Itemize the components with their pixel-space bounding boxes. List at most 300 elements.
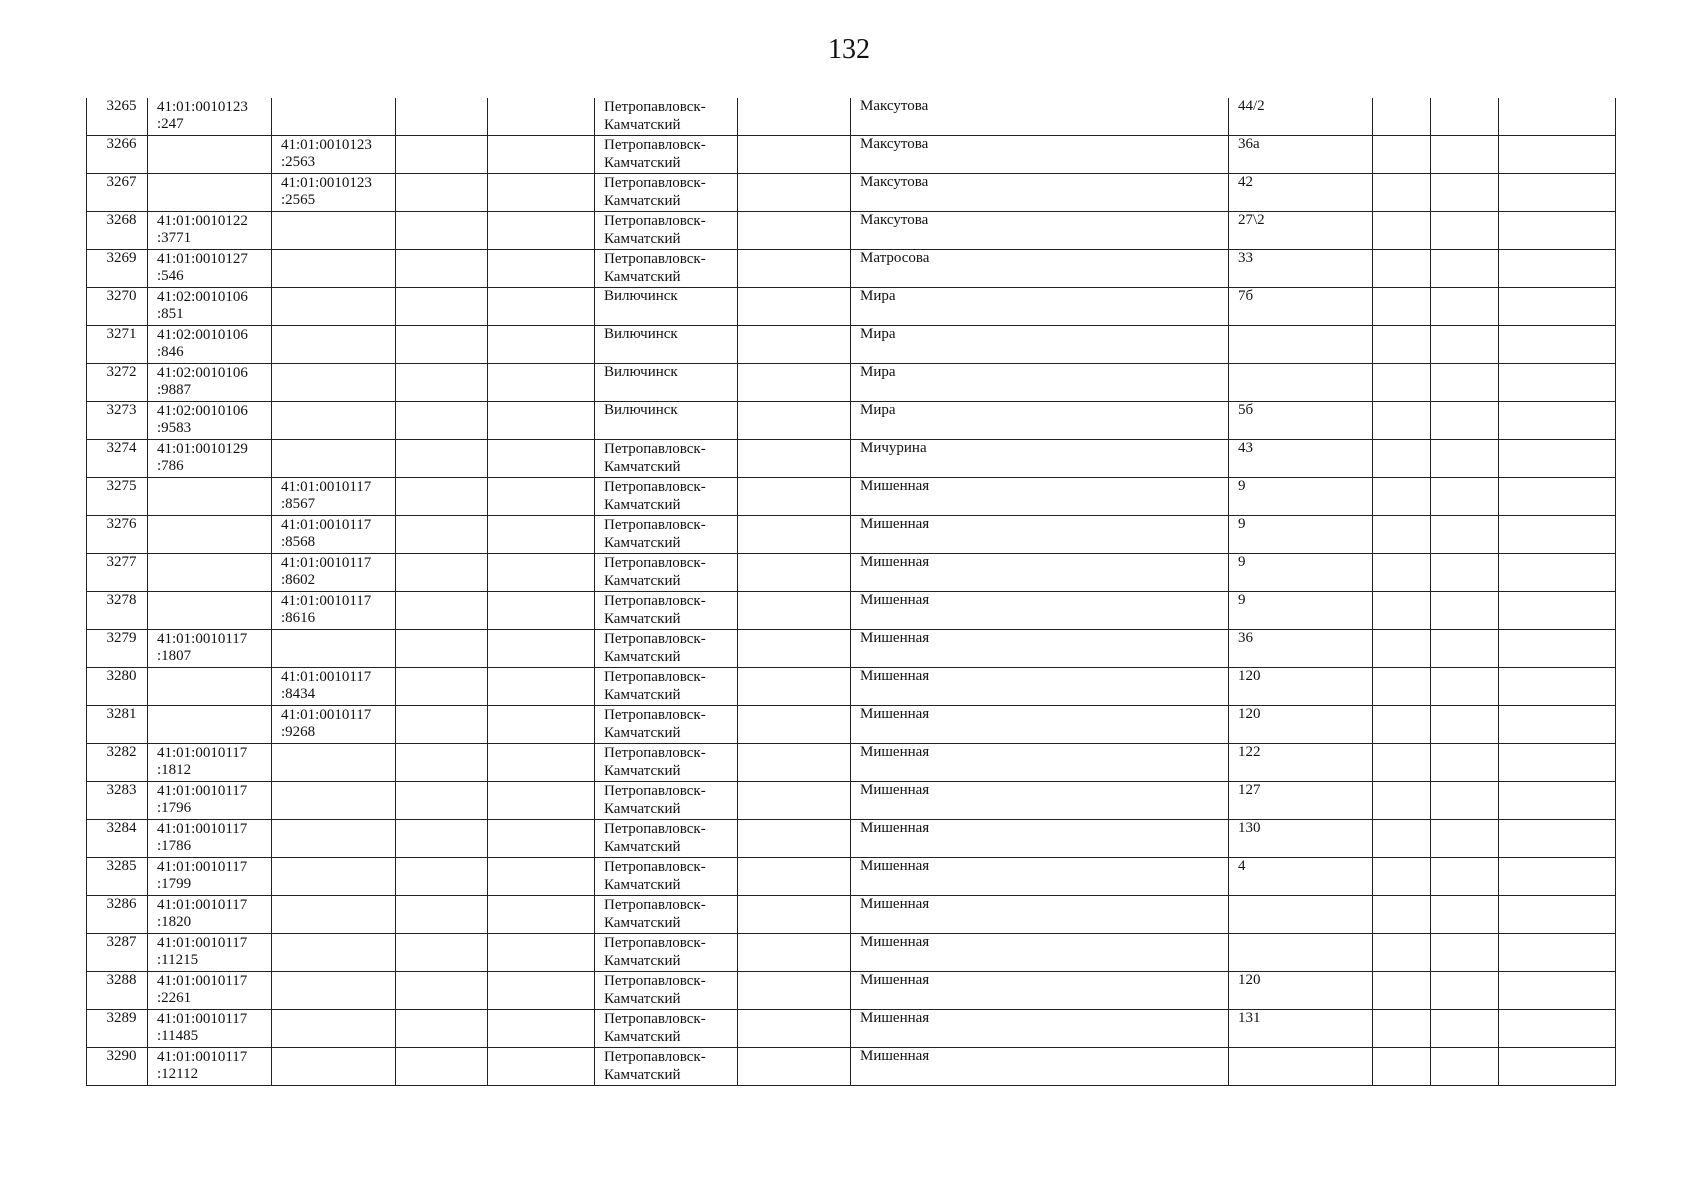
locality-cell xyxy=(595,326,738,364)
locality-cell xyxy=(595,896,738,934)
locality-cell xyxy=(595,288,738,326)
locality-cell xyxy=(595,744,738,782)
cadastral-part: :9268 xyxy=(281,724,316,740)
empty-cell-col7 xyxy=(738,668,851,706)
house-cell xyxy=(1229,478,1373,516)
house-number: 42 xyxy=(1238,174,1253,190)
empty-cell-col4 xyxy=(396,212,488,250)
empty-cell-col7 xyxy=(738,364,851,402)
cadastral-part: :851 xyxy=(157,306,184,322)
empty-cell-col11 xyxy=(1431,1048,1499,1086)
empty-cell-col7 xyxy=(738,820,851,858)
cadastral-number-cell xyxy=(148,782,272,820)
row-number-cell xyxy=(87,478,148,516)
cadastral-number-cell xyxy=(148,668,272,706)
row-number: 3275 xyxy=(106,478,137,494)
empty-cell-col5 xyxy=(488,1010,595,1048)
empty-cell-col5 xyxy=(488,858,595,896)
empty-cell-col12 xyxy=(1499,820,1616,858)
cadastral-part: :9583 xyxy=(157,420,192,436)
cadastral-number-cell xyxy=(148,136,272,174)
empty-cell-col12 xyxy=(1499,212,1616,250)
locality-part: Петропавловск- xyxy=(604,631,706,647)
empty-cell-col4 xyxy=(396,934,488,972)
table-row xyxy=(87,820,1616,858)
cadastral-part: :846 xyxy=(157,344,184,360)
street-cell xyxy=(851,516,1229,554)
table-row xyxy=(87,326,1616,364)
locality-cell xyxy=(595,1010,738,1048)
empty-cell-col4 xyxy=(396,668,488,706)
empty-cell-col11 xyxy=(1431,782,1499,820)
cadastral-number-alt-cell xyxy=(272,744,396,782)
empty-cell-col5 xyxy=(488,212,595,250)
house-number: 9 xyxy=(1238,478,1246,494)
empty-cell-col12 xyxy=(1499,136,1616,174)
empty-cell-col10 xyxy=(1373,174,1431,212)
locality-cell xyxy=(595,402,738,440)
cadastral-part: :786 xyxy=(157,458,184,474)
empty-cell-col10 xyxy=(1373,668,1431,706)
cadastral-part: :546 xyxy=(157,268,184,284)
street: Мишенная xyxy=(860,1048,930,1064)
cadastral-part: :11215 xyxy=(157,952,199,968)
empty-cell-col5 xyxy=(488,174,595,212)
row-number-cell xyxy=(87,896,148,934)
locality: Вилючинск xyxy=(604,402,678,418)
cadastral-part: :8567 xyxy=(281,496,316,512)
locality-cell xyxy=(595,250,738,288)
cadastral-number-cell xyxy=(148,98,272,136)
row-number: 3271 xyxy=(106,326,137,342)
locality-part: Камчатский xyxy=(604,991,681,1007)
street: Максутова xyxy=(860,212,929,228)
locality-part: Камчатский xyxy=(604,915,681,931)
cadastral-number-cell xyxy=(148,934,272,972)
empty-cell-col10 xyxy=(1373,326,1431,364)
row-number-cell xyxy=(87,288,148,326)
cadastral-part: 41:01:0010123 xyxy=(281,137,372,153)
empty-cell-col7 xyxy=(738,1010,851,1048)
street-cell xyxy=(851,1010,1229,1048)
cadastral-part: :1799 xyxy=(157,876,192,892)
cadastral-number-alt-cell xyxy=(272,820,396,858)
cadastral-number-alt-cell xyxy=(272,592,396,630)
empty-cell-col11 xyxy=(1431,516,1499,554)
cadastral-number-cell xyxy=(148,896,272,934)
empty-cell-col12 xyxy=(1499,934,1616,972)
empty-cell-col5 xyxy=(488,98,595,136)
house-number: 131 xyxy=(1238,1010,1261,1026)
empty-cell-col11 xyxy=(1431,592,1499,630)
cadastral-number-alt-cell xyxy=(272,896,396,934)
cadastral-number-cell xyxy=(148,326,272,364)
cadastral-number-alt-cell xyxy=(272,288,396,326)
locality-cell xyxy=(595,364,738,402)
row-number: 3282 xyxy=(106,744,137,760)
cadastral-number-alt-cell xyxy=(272,782,396,820)
empty-cell-col5 xyxy=(488,896,595,934)
cadastral-number-alt-cell xyxy=(272,1010,396,1048)
empty-cell-col4 xyxy=(396,896,488,934)
row-number-cell xyxy=(87,250,148,288)
table-row xyxy=(87,782,1616,820)
locality-part: Камчатский xyxy=(604,1067,681,1083)
empty-cell-col5 xyxy=(488,364,595,402)
house-cell xyxy=(1229,402,1373,440)
street: Максутова xyxy=(860,174,929,190)
row-number: 3267 xyxy=(106,174,137,190)
registry-table xyxy=(86,98,1616,1086)
row-number-cell xyxy=(87,516,148,554)
row-number-cell xyxy=(87,1010,148,1048)
empty-cell-col12 xyxy=(1499,706,1616,744)
empty-cell-col12 xyxy=(1499,364,1616,402)
locality-cell xyxy=(595,630,738,668)
street-cell xyxy=(851,174,1229,212)
empty-cell-col5 xyxy=(488,326,595,364)
locality-part: Петропавловск- xyxy=(604,669,706,685)
cadastral-part: :1796 xyxy=(157,800,192,816)
cadastral-number-alt-cell xyxy=(272,136,396,174)
registry-body xyxy=(87,98,1616,1086)
empty-cell-col5 xyxy=(488,782,595,820)
locality-part: Камчатский xyxy=(604,725,681,741)
cadastral-part: :247 xyxy=(157,116,184,132)
empty-cell-col10 xyxy=(1373,288,1431,326)
street: Мира xyxy=(860,364,896,380)
house-number: 127 xyxy=(1238,782,1261,798)
table-row xyxy=(87,174,1616,212)
street-cell xyxy=(851,668,1229,706)
row-number: 3278 xyxy=(106,592,137,608)
locality-part: Камчатский xyxy=(604,649,681,665)
cadastral-part: 41:01:0010117 xyxy=(281,707,372,723)
empty-cell-col5 xyxy=(488,934,595,972)
locality-part: Петропавловск- xyxy=(604,213,706,229)
cadastral-number-cell xyxy=(148,250,272,288)
street: Мишенная xyxy=(860,668,930,684)
empty-cell-col4 xyxy=(396,440,488,478)
empty-cell-col7 xyxy=(738,402,851,440)
cadastral-part: :8602 xyxy=(281,572,316,588)
cadastral-part: :12112 xyxy=(157,1066,199,1082)
cadastral-number-alt-cell xyxy=(272,934,396,972)
table-row xyxy=(87,1010,1616,1048)
house-cell xyxy=(1229,554,1373,592)
empty-cell-col10 xyxy=(1373,98,1431,136)
empty-cell-col12 xyxy=(1499,744,1616,782)
table-row xyxy=(87,554,1616,592)
house-cell xyxy=(1229,212,1373,250)
table-row xyxy=(87,630,1616,668)
street: Мишенная xyxy=(860,554,930,570)
street-cell xyxy=(851,820,1229,858)
cadastral-number-cell xyxy=(148,364,272,402)
cadastral-part: 41:01:0010117 xyxy=(281,479,372,495)
locality-cell xyxy=(595,820,738,858)
table-row xyxy=(87,934,1616,972)
cadastral-part: 41:02:0010106 xyxy=(157,289,248,305)
house-cell xyxy=(1229,668,1373,706)
cadastral-number-cell xyxy=(148,554,272,592)
cadastral-number-alt-cell xyxy=(272,668,396,706)
empty-cell-col10 xyxy=(1373,1010,1431,1048)
street-cell xyxy=(851,478,1229,516)
empty-cell-col10 xyxy=(1373,478,1431,516)
locality-part: Камчатский xyxy=(604,611,681,627)
cadastral-part: 41:01:0010117 xyxy=(157,1011,248,1027)
cadastral-number-alt-cell xyxy=(272,98,396,136)
empty-cell-col7 xyxy=(738,554,851,592)
street: Мишенная xyxy=(860,516,930,532)
empty-cell-col7 xyxy=(738,326,851,364)
street-cell xyxy=(851,326,1229,364)
empty-cell-col4 xyxy=(396,744,488,782)
locality-part: Камчатский xyxy=(604,497,681,513)
empty-cell-col7 xyxy=(738,630,851,668)
cadastral-part: :2563 xyxy=(281,154,316,170)
empty-cell-col4 xyxy=(396,250,488,288)
street-cell xyxy=(851,402,1229,440)
street-cell xyxy=(851,440,1229,478)
row-number-cell xyxy=(87,326,148,364)
street-cell xyxy=(851,782,1229,820)
locality-part: Петропавловск- xyxy=(604,935,706,951)
locality-cell xyxy=(595,858,738,896)
street-cell xyxy=(851,98,1229,136)
locality-cell xyxy=(595,934,738,972)
street-cell xyxy=(851,972,1229,1010)
row-number: 3285 xyxy=(106,858,137,874)
locality-part: Камчатский xyxy=(604,1029,681,1045)
empty-cell-col5 xyxy=(488,250,595,288)
row-number-cell xyxy=(87,98,148,136)
street: Мира xyxy=(860,288,896,304)
house-cell xyxy=(1229,326,1373,364)
row-number-cell xyxy=(87,782,148,820)
locality-part: Петропавловск- xyxy=(604,821,706,837)
house-cell xyxy=(1229,440,1373,478)
locality-part: Камчатский xyxy=(604,763,681,779)
empty-cell-col11 xyxy=(1431,174,1499,212)
table-row xyxy=(87,478,1616,516)
row-number: 3281 xyxy=(106,706,137,722)
empty-cell-col4 xyxy=(396,478,488,516)
row-number-cell xyxy=(87,592,148,630)
cadastral-number-alt-cell xyxy=(272,364,396,402)
row-number-cell xyxy=(87,440,148,478)
cadastral-number-alt-cell xyxy=(272,706,396,744)
locality-part: Петропавловск- xyxy=(604,175,706,191)
empty-cell-col4 xyxy=(396,972,488,1010)
cadastral-number-cell xyxy=(148,402,272,440)
empty-cell-col4 xyxy=(396,1010,488,1048)
table-row xyxy=(87,516,1616,554)
empty-cell-col7 xyxy=(738,782,851,820)
empty-cell-col11 xyxy=(1431,744,1499,782)
cadastral-part: 41:01:0010117 xyxy=(157,973,248,989)
cadastral-number-cell xyxy=(148,174,272,212)
empty-cell-col11 xyxy=(1431,1010,1499,1048)
row-number: 3273 xyxy=(106,402,137,418)
cadastral-number-cell xyxy=(148,820,272,858)
locality-cell xyxy=(595,516,738,554)
cadastral-part: :2565 xyxy=(281,192,316,208)
house-cell xyxy=(1229,288,1373,326)
locality: Вилючинск xyxy=(604,364,678,380)
empty-cell-col5 xyxy=(488,630,595,668)
cadastral-number-cell xyxy=(148,706,272,744)
cadastral-number-cell xyxy=(148,440,272,478)
table-row xyxy=(87,706,1616,744)
empty-cell-col12 xyxy=(1499,250,1616,288)
empty-cell-col11 xyxy=(1431,98,1499,136)
empty-cell-col5 xyxy=(488,440,595,478)
empty-cell-col7 xyxy=(738,98,851,136)
row-number-cell xyxy=(87,820,148,858)
empty-cell-col4 xyxy=(396,98,488,136)
house-cell xyxy=(1229,630,1373,668)
empty-cell-col10 xyxy=(1373,782,1431,820)
empty-cell-col11 xyxy=(1431,402,1499,440)
table-row xyxy=(87,98,1616,136)
empty-cell-col11 xyxy=(1431,288,1499,326)
empty-cell-col7 xyxy=(738,896,851,934)
house-cell xyxy=(1229,896,1373,934)
empty-cell-col11 xyxy=(1431,326,1499,364)
locality-part: Камчатский xyxy=(604,459,681,475)
locality-part: Петропавловск- xyxy=(604,99,706,115)
empty-cell-col12 xyxy=(1499,592,1616,630)
row-number-cell xyxy=(87,364,148,402)
empty-cell-col10 xyxy=(1373,934,1431,972)
empty-cell-col5 xyxy=(488,972,595,1010)
cadastral-part: 41:02:0010106 xyxy=(157,327,248,343)
locality-part: Петропавловск- xyxy=(604,1011,706,1027)
house-number: 44/2 xyxy=(1238,98,1265,114)
empty-cell-col5 xyxy=(488,668,595,706)
locality-cell xyxy=(595,98,738,136)
cadastral-part: 41:01:0010117 xyxy=(157,935,248,951)
cadastral-number-alt-cell xyxy=(272,250,396,288)
house-cell xyxy=(1229,972,1373,1010)
house-number: 9 xyxy=(1238,516,1246,532)
locality-part: Петропавловск- xyxy=(604,973,706,989)
empty-cell-col12 xyxy=(1499,630,1616,668)
cadastral-number-alt-cell xyxy=(272,478,396,516)
row-number-cell xyxy=(87,630,148,668)
cadastral-part: 41:01:0010123 xyxy=(281,175,372,191)
street: Максутова xyxy=(860,98,929,114)
locality-cell xyxy=(595,972,738,1010)
locality-part: Петропавловск- xyxy=(604,859,706,875)
row-number: 3289 xyxy=(106,1010,137,1026)
empty-cell-col4 xyxy=(396,364,488,402)
empty-cell-col7 xyxy=(738,744,851,782)
empty-cell-col12 xyxy=(1499,516,1616,554)
locality-part: Камчатский xyxy=(604,155,681,171)
table-row xyxy=(87,212,1616,250)
house-cell xyxy=(1229,1048,1373,1086)
street: Мишенная xyxy=(860,782,930,798)
empty-cell-col5 xyxy=(488,744,595,782)
street: Мишенная xyxy=(860,858,930,874)
street-cell xyxy=(851,630,1229,668)
empty-cell-col5 xyxy=(488,478,595,516)
cadastral-part: :8616 xyxy=(281,610,316,626)
house-cell xyxy=(1229,98,1373,136)
row-number: 3276 xyxy=(106,516,137,532)
table-row xyxy=(87,744,1616,782)
street: Мишенная xyxy=(860,1010,930,1026)
cadastral-number-alt-cell xyxy=(272,858,396,896)
locality-cell xyxy=(595,554,738,592)
empty-cell-col4 xyxy=(396,516,488,554)
locality-part: Камчатский xyxy=(604,877,681,893)
cadastral-part: 41:01:0010123 xyxy=(157,99,248,115)
street-cell xyxy=(851,288,1229,326)
cadastral-part: 41:01:0010117 xyxy=(281,517,372,533)
locality-part: Камчатский xyxy=(604,117,681,133)
locality-cell xyxy=(595,1048,738,1086)
cadastral-number-alt-cell xyxy=(272,554,396,592)
locality-part: Петропавловск- xyxy=(604,593,706,609)
cadastral-part: 41:01:0010117 xyxy=(157,821,248,837)
locality-part: Петропавловск- xyxy=(604,137,706,153)
empty-cell-col5 xyxy=(488,1048,595,1086)
cadastral-part: 41:01:0010117 xyxy=(281,669,372,685)
row-number-cell xyxy=(87,668,148,706)
locality: Вилючинск xyxy=(604,326,678,342)
empty-cell-col12 xyxy=(1499,858,1616,896)
locality: Вилючинск xyxy=(604,288,678,304)
cadastral-number-cell xyxy=(148,212,272,250)
locality-cell xyxy=(595,782,738,820)
empty-cell-col4 xyxy=(396,554,488,592)
house-number: 130 xyxy=(1238,820,1261,836)
cadastral-part: 41:01:0010127 xyxy=(157,251,248,267)
empty-cell-col7 xyxy=(738,972,851,1010)
street-cell xyxy=(851,136,1229,174)
locality-cell xyxy=(595,706,738,744)
cadastral-number-cell xyxy=(148,478,272,516)
locality-part: Камчатский xyxy=(604,193,681,209)
cadastral-part: 41:01:0010117 xyxy=(281,555,372,571)
empty-cell-col7 xyxy=(738,174,851,212)
table-row xyxy=(87,896,1616,934)
cadastral-part: :2261 xyxy=(157,990,192,1006)
empty-cell-col10 xyxy=(1373,1048,1431,1086)
locality-part: Камчатский xyxy=(604,953,681,969)
house-cell xyxy=(1229,136,1373,174)
empty-cell-col7 xyxy=(738,934,851,972)
empty-cell-col11 xyxy=(1431,858,1499,896)
cadastral-number-alt-cell xyxy=(272,630,396,668)
empty-cell-col10 xyxy=(1373,896,1431,934)
empty-cell-col10 xyxy=(1373,516,1431,554)
row-number: 3283 xyxy=(106,782,137,798)
table-row xyxy=(87,364,1616,402)
cadastral-number-cell xyxy=(148,744,272,782)
cadastral-part: 41:01:0010117 xyxy=(157,745,248,761)
locality-cell xyxy=(595,440,738,478)
row-number: 3270 xyxy=(106,288,137,304)
cadastral-number-cell xyxy=(148,858,272,896)
locality-part: Камчатский xyxy=(604,573,681,589)
row-number: 3288 xyxy=(106,972,137,988)
cadastral-part: :11485 xyxy=(157,1028,199,1044)
